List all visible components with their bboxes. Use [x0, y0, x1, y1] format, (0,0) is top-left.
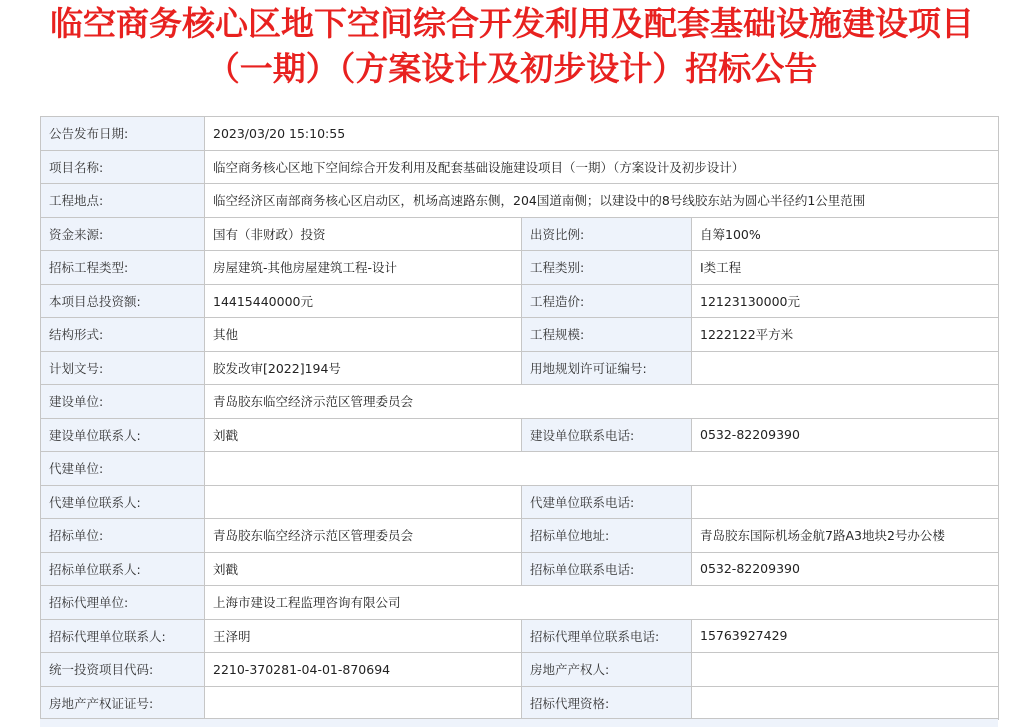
row-label: 招标工程类型:	[41, 251, 205, 285]
table-row	[41, 552, 999, 586]
row-label: 房地产产权证证号:	[41, 686, 205, 720]
table-row	[41, 251, 999, 285]
row-label-2: 出资比例:	[522, 217, 692, 251]
row-label-2: 工程造价:	[522, 284, 692, 318]
table-row	[41, 619, 999, 653]
row-value-2: Ⅰ类工程	[692, 251, 999, 285]
row-value-2	[692, 351, 999, 385]
row-value: 刘戳	[205, 418, 522, 452]
row-value	[205, 452, 999, 486]
row-label-2: 工程规模:	[522, 318, 692, 352]
row-label: 项目名称:	[41, 150, 205, 184]
row-label: 建设单位联系人:	[41, 418, 205, 452]
row-value: 王泽明	[205, 619, 522, 653]
row-label-2: 招标代理单位联系电话:	[522, 619, 692, 653]
row-value	[205, 485, 522, 519]
row-label: 招标代理单位:	[41, 586, 205, 620]
table-row	[41, 184, 999, 218]
row-value-2: 0532-82209390	[692, 552, 999, 586]
table-row	[41, 117, 999, 151]
table-row	[41, 653, 999, 687]
row-label: 工程地点:	[41, 184, 205, 218]
row-value	[205, 686, 522, 720]
row-label-2: 房地产产权人:	[522, 653, 692, 687]
table-row	[41, 217, 999, 251]
row-label: 招标单位联系人:	[41, 552, 205, 586]
row-label-2: 建设单位联系电话:	[522, 418, 692, 452]
table-row	[41, 686, 999, 720]
row-value-2: 1222122平方米	[692, 318, 999, 352]
table-row	[41, 318, 999, 352]
row-value-2	[692, 686, 999, 720]
row-label: 资金来源:	[41, 217, 205, 251]
row-value: 刘戳	[205, 552, 522, 586]
row-value: 2023/03/20 15:10:55	[205, 117, 999, 151]
row-value: 青岛胶东临空经济示范区管理委员会	[205, 519, 522, 553]
row-label: 公告发布日期:	[41, 117, 205, 151]
row-label-2: 用地规划许可证编号:	[522, 351, 692, 385]
row-value-2: 15763927429	[692, 619, 999, 653]
row-label: 招标代理单位联系人:	[41, 619, 205, 653]
row-value-2: 0532-82209390	[692, 418, 999, 452]
table-row	[41, 385, 999, 419]
row-label-2: 代建单位联系电话:	[522, 485, 692, 519]
row-value-2: 12123130000元	[692, 284, 999, 318]
row-value-2	[692, 653, 999, 687]
row-value: 国有（非财政）投资	[205, 217, 522, 251]
row-value: 临空商务核心区地下空间综合开发利用及配套基础设施建设项目（一期）（方案设计及初步设计）	[205, 150, 999, 184]
row-value: 青岛胶东临空经济示范区管理委员会	[205, 385, 999, 419]
row-label: 建设单位:	[41, 385, 205, 419]
table-row	[41, 519, 999, 553]
row-label-2: 工程类别:	[522, 251, 692, 285]
page-title-line-2: （一期）（方案设计及初步设计）招标公告	[206, 49, 818, 88]
row-label: 统一投资项目代码:	[41, 653, 205, 687]
row-value: 14415440000元	[205, 284, 522, 318]
page-title-line-1: 临空商务核心区地下空间综合开发利用及配套基础设施建设项目	[50, 4, 974, 43]
table-row	[41, 150, 999, 184]
table-row	[41, 586, 999, 620]
row-value-2	[692, 485, 999, 519]
announcement-info-table	[40, 116, 999, 720]
row-value: 房屋建筑-其他房屋建筑工程-设计	[205, 251, 522, 285]
row-value-2: 青岛胶东国际机场金航7路A3地块2号办公楼	[692, 519, 999, 553]
row-value: 其他	[205, 318, 522, 352]
table-row	[41, 284, 999, 318]
table-row	[41, 418, 999, 452]
table-row	[41, 452, 999, 486]
row-label: 结构形式:	[41, 318, 205, 352]
row-label-2: 招标单位联系电话:	[522, 552, 692, 586]
row-label: 本项目总投资额:	[41, 284, 205, 318]
row-label: 代建单位联系人:	[41, 485, 205, 519]
row-label-2: 招标单位地址:	[522, 519, 692, 553]
row-value: 临空经济区南部商务核心区启动区，机场高速路东侧，204国道南侧；以建设中的8号线胶东站为圆心半径约1公里范围	[205, 184, 999, 218]
row-value: 2210-370281-04-01-870694	[205, 653, 522, 687]
table-row	[41, 351, 999, 385]
row-value-2: 自筹100%	[692, 217, 999, 251]
row-label: 计划文号:	[41, 351, 205, 385]
row-value: 上海市建设工程监理咨询有限公司	[205, 586, 999, 620]
row-value: 胶发改审[2022]194号	[205, 351, 522, 385]
row-label: 招标单位:	[41, 519, 205, 553]
row-label: 代建单位:	[41, 452, 205, 486]
row-label-2: 招标代理资格:	[522, 686, 692, 720]
table-row	[41, 485, 999, 519]
